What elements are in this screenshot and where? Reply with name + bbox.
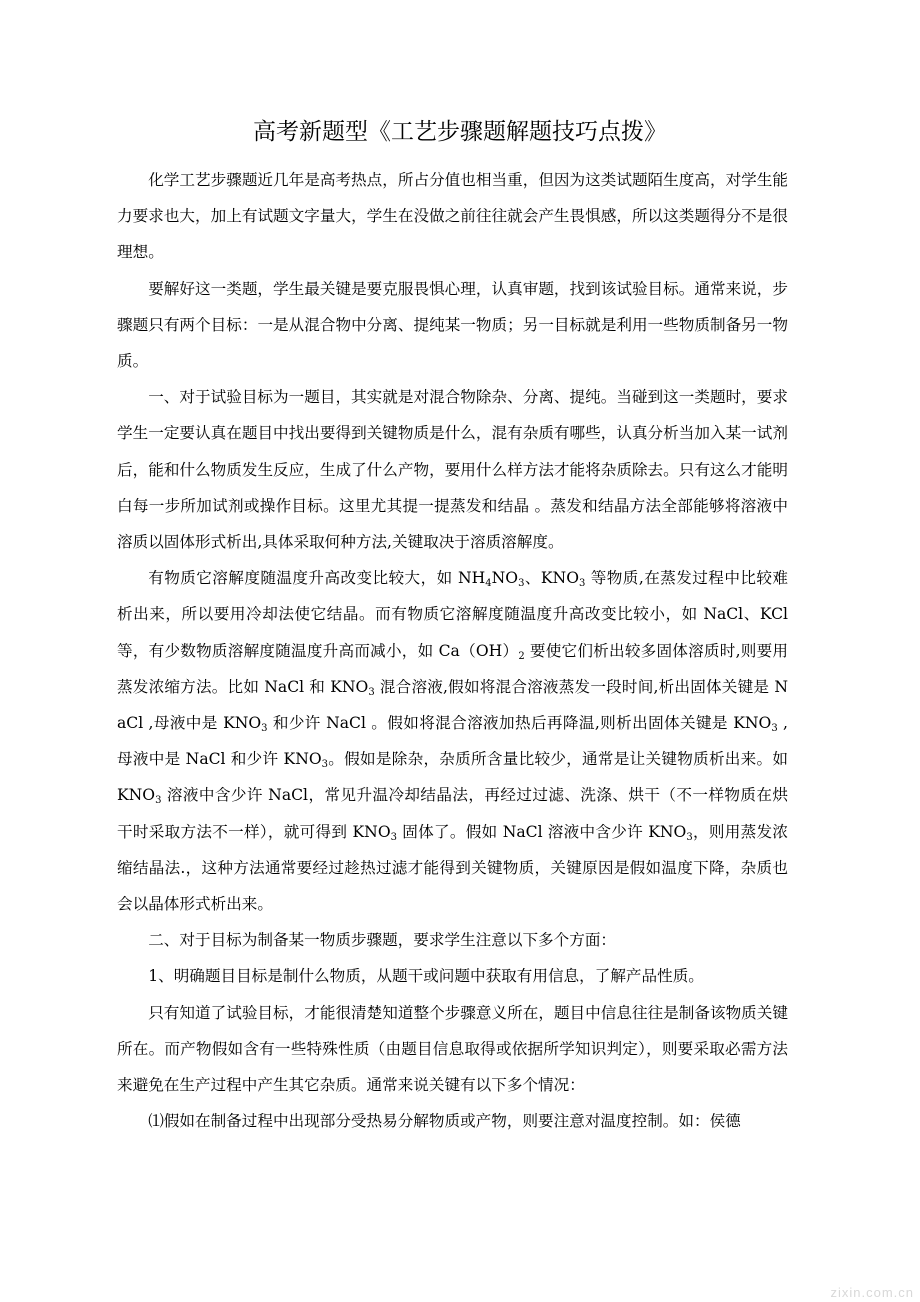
paragraph-solubility: 有物质它溶解度随温度升高改变比较大，如 $NH_4NO_3$、$KNO_3$ 等物质,在蒸发过程中比较难析出来，所以要用冷却法使它结晶。而有物质它溶解度随温度升高改变比较小，如 NaCl、KCl 等，有少数物质溶解度随温度升高而减小，如 $Ca(OH)_2$ 要使它们析出较多固体溶质时,则要用蒸发浓缩方法。比如 NaCl 和 $KNO_3$ 混合溶液,假如将混合溶液蒸发一段时间,析出固体关键是 NaCl ,母液中是 $KNO_3$ 和少许 NaCl 。假如将混合溶液加热后再降温,则析出固体关键是 $KNO_3$ ,母液中是 NaCl 和少许 $KNO_3$。假如是除杂，杂质所含量比较少，通常是让关键物质析出来。如 $KNO_3$ 溶液中含少许 NaCl，常见升温冷却结晶法，再经过过滤、洗涤、烘干（不一样物质在烘干时采取方法不一样），就可得到 $KNO_3$ 固体了。假如 NaCl 溶液中含少许 $KNO_3$，则用蒸发浓缩结晶法.，这种方法通常要经过趁热过滤才能得到关键物质，关键原因是假如温度下降，杂质也会以晶体形式析出来。 bbox=[117, 569, 788, 914]
page-title: 高考新题型《工艺步骤题解题技巧点拨》 bbox=[253, 119, 667, 145]
paragraph-section-two: 二、对于目标为制备某一物质步骤题，要求学生注意以下多个方面： bbox=[148, 931, 617, 950]
paragraph-case-one: ⑴假如在制备过程中出现部分受热易分解物质或产物，则要注意对温度控制。如：侯德 bbox=[148, 1112, 741, 1131]
paragraph-point-one: 1、明确题目目标是制什么物质，从题干或问题中获取有用信息，了解产品性质。 bbox=[148, 967, 704, 986]
document-body bbox=[117, 162, 788, 1139]
watermark: zixin.com.cn bbox=[830, 1285, 914, 1300]
paragraph-product-info: 只有知道了试验目标，才能很清楚知道整个步骤意义所在，题目中信息往往是制备该物质关键所在。而产物假如含有一些特殊性质（由题目信息取得或依据所学知识判定），则要采取必需方法来避免在生产过程中产生其它杂质。通常来说关键有以下多个情况： bbox=[117, 1003, 788, 1095]
paragraph-approach: 要解好这一类题，学生最关键是要克服畏惧心理，认真审题，找到该试验目标。通常来说，步骤题只有两个目标：一是从混合物中分离、提纯某一物质；另一目标就是利用一些物质制备另一物质。 bbox=[117, 279, 788, 371]
paragraph-intro: 化学工艺步骤题近几年是高考热点，所占分值也相当重，但因为这类试题陌生度高，对学生能力要求也大，加上有试题文字量大，学生在没做之前往往就会产生畏惧感，所以这类题得分不是很理想。 bbox=[117, 171, 788, 262]
paragraph-section-one: 一、对于试验目标为一题目，其实就是对混合物除杂、分离、提纯。当碰到这一类题时，要求学生一定要认真在题目中找出要得到关键物质是什么，混有杂质有哪些，认真分析当加入某一试剂后，能和什么物质发生反应，生成了什么产物，要用什么样方法才能将杂质除去。只有这么才能明白每一步所加试剂或操作目标。这里尤其提一提蒸发和结晶 。蒸发和结晶方法全部能够将溶液中溶质以固体形式析出,具体采取何种方法,关键取决于溶质溶解度。 bbox=[117, 388, 788, 552]
